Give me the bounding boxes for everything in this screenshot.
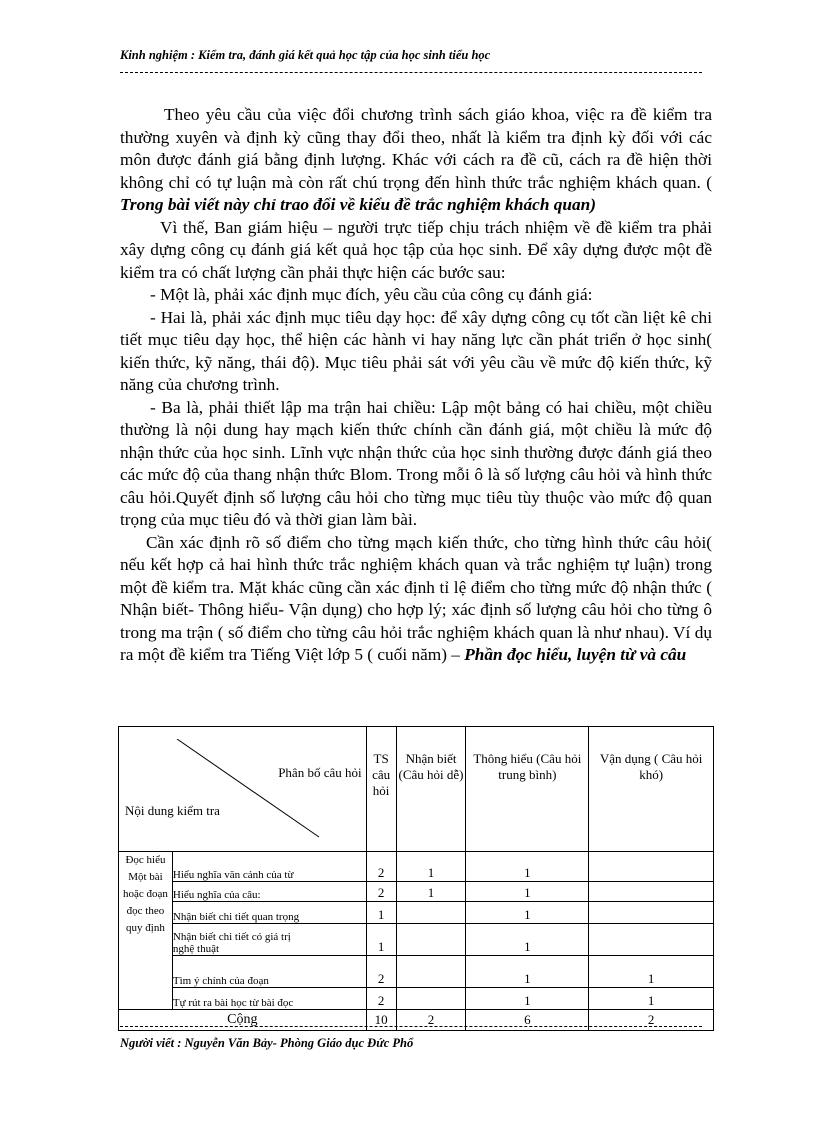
diag-label-top: Phân bố câu hỏi: [278, 765, 362, 780]
row-content: Nhận biết chi tiết quan trọng: [172, 902, 366, 924]
row-comprehension: 1: [466, 882, 589, 902]
row-comprehension: 1: [466, 956, 589, 988]
table-row: [119, 852, 714, 882]
row-content: Nhận biết chi tiết có giá trị nghệ thuật: [172, 924, 366, 956]
table-row: [119, 924, 714, 956]
column-header-recognition: Nhận biết (Câu hỏi dễ): [396, 727, 466, 852]
row-recognition: [396, 988, 466, 1010]
row-total: 1: [366, 924, 396, 956]
table-row: [119, 956, 714, 988]
footer-divider: [120, 1026, 702, 1027]
content-group-label: Đọc hiểu Một bài hoặc đoạn đọc theo quy định: [119, 852, 173, 1010]
table-row: [119, 988, 714, 1010]
paragraph-1-emphasis: Trong bài viết này chỉ trao đổi về kiểu đề trắc nghiệm khách quan): [120, 195, 597, 214]
row-recognition: [396, 924, 466, 956]
row-content: Hiểu nghĩa của câu:: [172, 882, 366, 902]
row-total: 2: [366, 882, 396, 902]
row-application: [589, 924, 714, 956]
row-total: 2: [366, 956, 396, 988]
paragraph-6-text: Cần xác định rõ số điểm cho từng mạch kiến thức, cho từng hình thức câu hỏi( nếu kết hợp cả hai hình thức trắc nghiệm khách quan và trắc nghiệm tự luận) trong một đề kiểm tra. Mặt khác cũng cần xác định tỉ lệ điểm cho từng mức độ nhận thức ( Nhận biết- Thông hiểu- Vận dụng) cho hợp lý; xác định số lượng câu hỏi cho từng ô trong ma trận ( số điểm cho từng câu hỏi trắc nghiệm khách quan là như nhau). Ví dụ ra một đề kiểm tra Tiếng Việt lớp 5 ( cuối năm) –: [120, 532, 712, 664]
paragraph-2: Vì thế, Ban giám hiệu – người trực tiếp chịu trách nhiệm về đề kiểm tra phải xây dựng công cụ đánh giá kết quả học tập của học sinh. Để xây dựng được một đề kiểm tra có chất lượng cần phải thực hiện các bước sau:: [120, 217, 712, 282]
row-total: 2: [366, 988, 396, 1010]
diag-label-bottom: Nội dung kiểm tra: [125, 803, 220, 818]
row-application: 1: [589, 988, 714, 1010]
row-comprehension: 1: [466, 902, 589, 924]
paragraph-step-2: - Hai là, phải xác định mục tiêu dạy học: để xây dựng công cụ tốt cần liệt kê chi tiết mục tiêu dạy học, thể hiện các hành vi hay năng lực cần phát triển ở học sinh( kiến thức, kỹ năng, thái độ). Mục tiêu phải sát với yêu cầu về mức độ kiến thức, kỹ năng của chương trình.: [120, 307, 712, 394]
page-footer: Người viết : Nguyễn Văn Bảy- Phòng Giáo dục Đức Phổ: [120, 1036, 414, 1050]
row-comprehension: 1: [466, 924, 589, 956]
total-application: 2: [589, 1010, 714, 1031]
total-comprehension: 6: [466, 1010, 589, 1031]
row-total: 2: [366, 852, 396, 882]
row-application: [589, 852, 714, 882]
total-label: Cộng: [119, 1010, 367, 1031]
diagonal-header-cell: [119, 727, 367, 852]
paragraph-1-text: Theo yêu cầu của việc đổi chương trình sách giáo khoa, việc ra đề kiểm tra thường xuyên và định kỳ cũng thay đổi theo, nhất là kiểm tra định kỳ đối với các môn được đánh giá bằng định lượng. Khác với cách ra đề cũ, cách ra đề hiện thời không chỉ có tự luận mà còn rất chú trọng đến hình thức trắc nghiệm khách quan. (: [120, 105, 712, 192]
row-application: [589, 882, 714, 902]
total-row: [119, 1010, 714, 1031]
row-content: Tìm ý chính của đoạn: [172, 956, 366, 988]
row-comprehension: 1: [466, 852, 589, 882]
table-row: [119, 882, 714, 902]
header-divider: [120, 72, 702, 73]
diagonal-line: [119, 739, 367, 839]
row-content: Tự rút ra bài học từ bài đọc: [172, 988, 366, 1010]
total-questions: 10: [366, 1010, 396, 1031]
paragraph-6-emphasis: Phần đọc hiểu, luyện từ và câu: [464, 645, 687, 664]
row-recognition: 1: [396, 882, 466, 902]
paragraph-6: [120, 532, 712, 667]
row-recognition: [396, 956, 466, 988]
body-text: [120, 104, 712, 667]
row-total: 1: [366, 902, 396, 924]
row-application: 1: [589, 956, 714, 988]
paragraph-step-1: - Một là, phải xác định mục đích, yêu cầu của công cụ đánh giá:: [150, 285, 593, 304]
column-header-application: Vận dụng ( Câu hỏi khó): [589, 727, 714, 852]
table-row: [119, 902, 714, 924]
row-recognition: 1: [396, 852, 466, 882]
paragraph-step-3: - Ba là, phải thiết lập ma trận hai chiều: Lập một bảng có hai chiều, một chiều thường là nội dung hay mạch kiến thức chính cần đánh giá, một chiều là mức độ nhận thức của học sinh. Lĩnh vực nhận thức của học sinh thường được đánh giá theo các mức độ của thang nhận thức Blom. Trong mỗi ô là số lượng câu hỏi và hình thức câu hỏi.Quyết định số lượng câu hỏi cho từng mục tiêu tùy thuộc vào mức độ quan trọng của mục tiêu đó và thời gian làm bài.: [120, 397, 712, 529]
paragraph-1: [120, 104, 712, 217]
question-matrix-table: [118, 726, 714, 1031]
row-application: [589, 902, 714, 924]
row-comprehension: 1: [466, 988, 589, 1010]
row-recognition: [396, 902, 466, 924]
total-recognition: 2: [396, 1010, 466, 1031]
column-header-total: TS câu hỏi: [366, 727, 396, 852]
column-header-comprehension: Thông hiểu (Câu hỏi trung bình): [466, 727, 589, 852]
row-content: Hiểu nghĩa văn cảnh của từ: [172, 852, 366, 882]
page-header: Kinh nghiệm : Kiểm tra, đánh giá kết quả học tập của học sinh tiểu học: [120, 48, 491, 62]
